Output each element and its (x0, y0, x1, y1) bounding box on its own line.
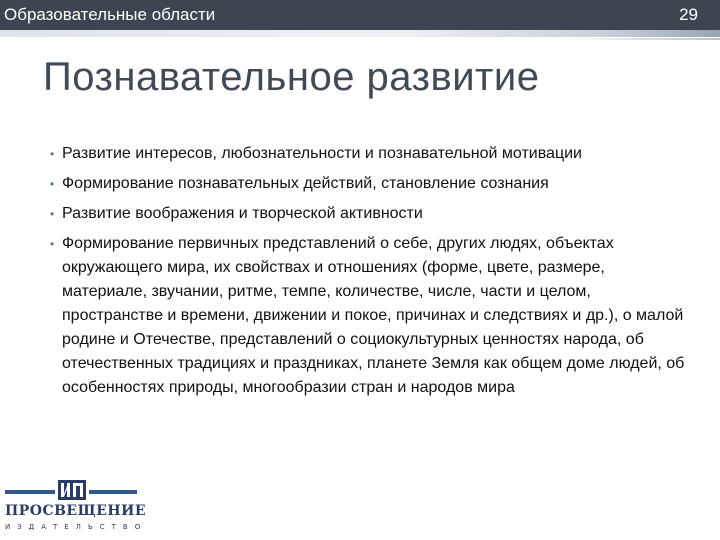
bullet-icon: • (50, 207, 55, 221)
bullet-text: Формирование первичных представлений о себе, других людях, объектах окружающего мира, их свойствах и отношениях (форме, цвете, размере, материале, звучании, ритме, темпе, количестве, числе, части и целом, пространстве и времени, движении и покое, причинах и следствиях и др.), о малой родине и Отечестве, представлений о социокультурных ценностях народа, об отечественных традициях и праздниках, планете Земля как общем доме людей, об особенностях природы, многообразии стран и народов мира (62, 235, 685, 396)
logo-mark-icon (58, 480, 86, 500)
bullet-item (50, 142, 690, 166)
header-accent-bar (0, 30, 720, 37)
bullet-icon: • (50, 237, 55, 251)
logo-rule-right (89, 490, 137, 494)
bullet-icon: • (50, 177, 55, 191)
bullet-icon: • (50, 147, 55, 161)
bullet-text: Развитие интересов, любознательности и познавательной мотивации (62, 145, 582, 162)
publisher-logo (3, 478, 148, 540)
bullet-item (50, 232, 690, 400)
bullet-text: Развитие воображения и творческой активности (62, 205, 423, 222)
logo-rule-left (5, 490, 55, 494)
bullet-text: Формирование познавательных действий, становление сознания (62, 175, 549, 192)
page-title: Познавательное развитие (43, 55, 540, 99)
bullet-item (50, 172, 690, 196)
logo-name: ПРОСВЕЩЕНИЕ (5, 503, 146, 519)
bullet-list (50, 142, 690, 406)
header-bar (0, 0, 720, 30)
logo-subtitle: ИЗДАТЕЛЬСТВО (5, 523, 148, 531)
section-title: Образовательные области (4, 5, 216, 24)
bullet-item (50, 202, 690, 226)
slide-number: 29 (679, 5, 698, 24)
header-accent-line (560, 38, 720, 40)
